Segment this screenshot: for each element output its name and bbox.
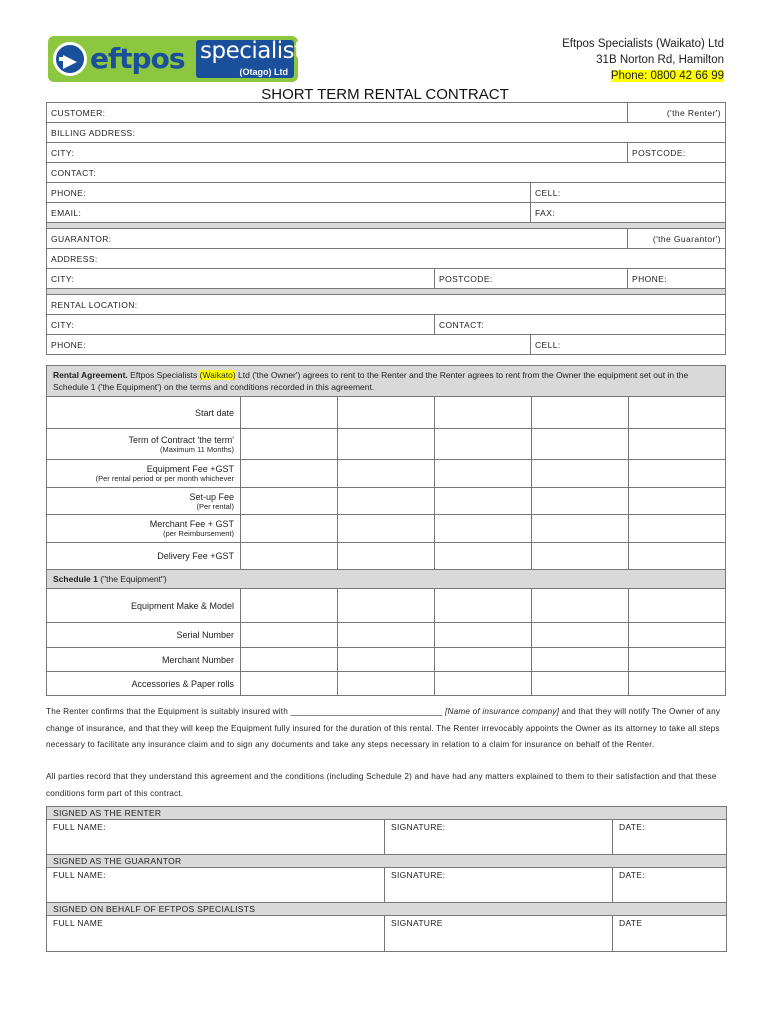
guarantor-postcode-field[interactable]: POSTCODE:	[435, 269, 628, 289]
guarantor-field[interactable]: GUARANTOR:	[47, 229, 628, 249]
rental-cell[interactable]	[338, 543, 435, 570]
schedule-cell[interactable]	[338, 589, 435, 623]
equipment-make-label: Equipment Make & Model	[47, 589, 241, 623]
guarantor-date-field[interactable]: DATE:	[613, 868, 727, 904]
cell-field[interactable]: CELL:	[531, 183, 726, 203]
schedule-cell[interactable]	[629, 672, 726, 696]
rental-cell[interactable]	[241, 460, 338, 488]
billing-address-field[interactable]: BILLING ADDRESS:	[47, 123, 726, 143]
schedule-cell[interactable]	[629, 623, 726, 648]
schedule-cell[interactable]	[241, 648, 338, 672]
owner-signature-block	[46, 902, 727, 952]
guarantor-address-field[interactable]: ADDRESS:	[47, 249, 726, 269]
signature-header: SIGNED ON BEHALF OF EFTPOS SPECIALISTS	[47, 903, 727, 916]
owner-full-name-field[interactable]: FULL NAME	[47, 916, 385, 952]
schedule-cell[interactable]	[435, 589, 532, 623]
fax-field[interactable]: FAX:	[531, 203, 726, 223]
rental-cell[interactable]	[629, 543, 726, 570]
rental-cell[interactable]	[629, 397, 726, 429]
rental-cell[interactable]	[532, 543, 629, 570]
accessories-label: Accessories & Paper rolls	[47, 672, 241, 696]
guarantor-note: ('the Guarantor')	[628, 229, 726, 249]
rental-cell[interactable]	[338, 460, 435, 488]
location-phone-field[interactable]: PHONE:	[47, 335, 531, 355]
guarantor-full-name-field[interactable]: FULL NAME:	[47, 868, 385, 904]
signature-header: SIGNED AS THE RENTER	[47, 807, 727, 820]
rental-cell[interactable]	[532, 488, 629, 515]
signature-header: SIGNED AS THE GUARANTOR	[47, 855, 727, 868]
company-phone: Phone: 0800 42 66 99	[610, 70, 724, 82]
logo-subtitle: (Otago) Ltd	[239, 67, 288, 77]
rental-location-field[interactable]: RENTAL LOCATION:	[47, 295, 726, 315]
rental-cell[interactable]	[435, 429, 532, 460]
schedule-cell[interactable]	[629, 648, 726, 672]
owner-date-field[interactable]: DATE	[613, 916, 727, 952]
company-details	[562, 36, 724, 84]
company-address: 31B Norton Rd, Hamilton	[596, 54, 724, 66]
renter-signature-block	[46, 806, 727, 856]
parties-paragraph: All parties record that they understand this agreement and the conditions (including Schedule 2) and have had any matters explained to them to their satisfaction and that these conditions form part of this contract.	[46, 772, 717, 798]
schedule-cell[interactable]	[532, 648, 629, 672]
email-field[interactable]: EMAIL:	[47, 203, 531, 223]
page-title: SHORT TERM RENTAL CONTRACT	[261, 86, 509, 103]
location-cell-field[interactable]: CELL:	[531, 335, 726, 355]
term-label: Term of Contract 'the term' (Maximum 11 Months)	[47, 429, 241, 460]
schedule-cell[interactable]	[241, 672, 338, 696]
rental-cell[interactable]	[435, 515, 532, 543]
schedule-cell[interactable]	[532, 623, 629, 648]
phone-field[interactable]: PHONE:	[47, 183, 531, 203]
rental-cell[interactable]	[435, 397, 532, 429]
schedule-heading: Schedule 1 ("the Equipment")	[47, 570, 726, 589]
logo-word-specialists: specialists	[200, 38, 315, 64]
merchant-fee-label: Merchant Fee + GST (per Reimbursement)	[47, 515, 241, 543]
rental-cell[interactable]	[241, 429, 338, 460]
serial-number-label: Serial Number	[47, 623, 241, 648]
rental-cell[interactable]	[532, 515, 629, 543]
renter-date-field[interactable]: DATE:	[613, 820, 727, 856]
rental-cell[interactable]	[338, 397, 435, 429]
schedule-cell[interactable]	[435, 648, 532, 672]
rental-agreement-text: Rental Agreement. Eftpos Specialists (Waikato) Ltd ('the Owner') agrees to rent to the Renter and the Renter agrees to rent from the Owner the equipment set out in the Schedule 1 ('the Equipment') on the terms and conditions recorded in this agreement.	[47, 366, 726, 397]
merchant-number-label: Merchant Number	[47, 648, 241, 672]
schedule-cell[interactable]	[338, 623, 435, 648]
logo-word-eftpos: eftpos	[90, 42, 185, 75]
setup-fee-label: Set-up Fee (Per rental)	[47, 488, 241, 515]
rental-cell[interactable]	[241, 543, 338, 570]
rental-cell[interactable]	[435, 543, 532, 570]
renter-signature-field[interactable]: SIGNATURE:	[385, 820, 613, 856]
rental-cell[interactable]	[241, 397, 338, 429]
rental-agreement-table	[46, 365, 726, 696]
schedule-cell[interactable]	[338, 648, 435, 672]
customer-field[interactable]: CUSTOMER:	[47, 103, 628, 123]
rental-cell[interactable]	[241, 515, 338, 543]
schedule-cell[interactable]	[532, 672, 629, 696]
rental-cell[interactable]	[338, 515, 435, 543]
logo-box	[196, 38, 315, 78]
guarantor-city-field[interactable]: CITY:	[47, 269, 435, 289]
location-contact-field[interactable]: CONTACT:	[435, 315, 726, 335]
start-date-label: Start date	[47, 397, 241, 429]
schedule-cell[interactable]	[532, 589, 629, 623]
delivery-fee-label: Delivery Fee +GST	[47, 543, 241, 570]
rental-cell[interactable]	[435, 488, 532, 515]
rental-cell[interactable]	[338, 488, 435, 515]
schedule-cell[interactable]	[435, 672, 532, 696]
equipment-fee-label: Equipment Fee +GST (Per rental period or per month whichever	[47, 460, 241, 488]
renter-note: ('the Renter')	[628, 103, 726, 123]
rental-cell[interactable]	[435, 460, 532, 488]
arrow-icon	[53, 42, 87, 76]
city-field[interactable]: CITY:	[47, 143, 628, 163]
schedule-cell[interactable]	[629, 589, 726, 623]
guarantor-phone-field[interactable]: PHONE:	[628, 269, 726, 289]
renter-full-name-field[interactable]: FULL NAME:	[47, 820, 385, 856]
company-logo	[48, 36, 315, 82]
insurance-paragraph: The Renter confirms that the Equipment is suitably insured with ________________________________ [Name of insurance company] and that they will notify The Owner of any change of insurance, and that they will keep the Equipment fully insured for the duration of this rental. The Renter irrevocably appoints the Owner as its attorney to take all steps necessary to facilitate any insurance claim and to sign any documents and take any steps necessary in relation to a claim for insurance on behalf of the Renter.	[46, 707, 721, 749]
schedule-cell[interactable]	[338, 672, 435, 696]
owner-signature-field[interactable]: SIGNATURE	[385, 916, 613, 952]
rental-cell[interactable]	[532, 460, 629, 488]
rental-cell[interactable]	[532, 397, 629, 429]
guarantor-signature-block	[46, 854, 727, 904]
company-name: Eftpos Specialists (Waikato) Ltd	[562, 38, 724, 50]
rental-cell[interactable]	[629, 460, 726, 488]
customer-details-table	[46, 102, 726, 355]
schedule-cell[interactable]	[241, 589, 338, 623]
rental-cell[interactable]	[629, 488, 726, 515]
postcode-field[interactable]: POSTCODE:	[628, 143, 726, 163]
guarantor-signature-field[interactable]: SIGNATURE:	[385, 868, 613, 904]
location-city-field[interactable]: CITY:	[47, 315, 435, 335]
contact-field[interactable]: CONTACT:	[47, 163, 726, 183]
rental-cell[interactable]	[338, 429, 435, 460]
rental-cell[interactable]	[532, 429, 629, 460]
schedule-cell[interactable]	[241, 623, 338, 648]
rental-cell[interactable]	[629, 429, 726, 460]
rental-cell[interactable]	[241, 488, 338, 515]
rental-cell[interactable]	[629, 515, 726, 543]
schedule-cell[interactable]	[435, 623, 532, 648]
